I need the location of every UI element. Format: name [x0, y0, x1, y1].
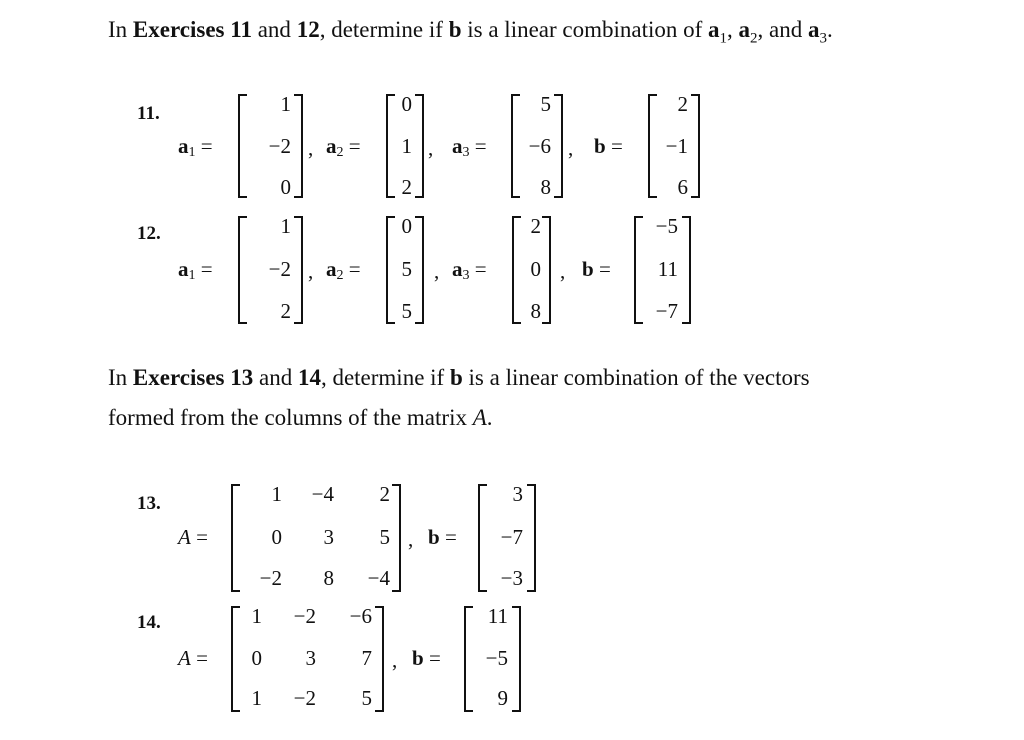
intro1-sep2: , and [757, 17, 809, 42]
exercise-number: 13. [137, 493, 161, 514]
intro1-text2: , determine if [319, 17, 449, 42]
comma: , [560, 259, 566, 283]
matrix-cell: 0 [401, 92, 412, 116]
comma: , [408, 527, 414, 551]
intro1-a1: $a_1$ [708, 17, 728, 47]
matrix-cell: 5 [401, 257, 412, 281]
matrix-cell: −2 [259, 566, 282, 590]
bracket-right [542, 216, 551, 324]
A-label: A = [178, 525, 208, 549]
matrix-cell: −2 [268, 134, 291, 158]
comma: , [308, 136, 314, 160]
bracket-right [415, 216, 424, 324]
matrix-cell: 3 [305, 646, 316, 670]
intro1-a3: $a_3$ [808, 17, 828, 47]
matrix-cell: 1 [280, 92, 291, 116]
intro1-text: In [108, 17, 133, 42]
comma: , [392, 648, 398, 672]
matrix-cell: −4 [367, 566, 390, 590]
intro2-b-vector: b [449, 365, 463, 390]
matrix-cell: 1 [251, 604, 262, 628]
bracket-right [691, 94, 700, 198]
intro2-matrix-A: A [472, 405, 487, 430]
matrix-cell: 0 [280, 175, 291, 199]
bracket-right [294, 94, 303, 198]
matrix-cell: 0 [401, 214, 412, 238]
matrix-cell: 2 [530, 214, 541, 238]
intro1-a2: $a_2$ [738, 17, 758, 47]
bracket-right [294, 216, 303, 324]
intro2-text: In [108, 365, 133, 390]
matrix-cell: 1 [251, 686, 262, 710]
intro2-text2: , determine if [320, 365, 450, 390]
matrix-cell: −3 [500, 566, 523, 590]
matrix-cell: 0 [530, 257, 541, 281]
comma: , [434, 259, 440, 283]
b-label: b = [594, 134, 623, 158]
matrix-cell: 8 [540, 175, 551, 199]
matrix-cell: 11 [487, 604, 508, 628]
matrix-cell: −7 [500, 525, 523, 549]
matrix-cell: −5 [655, 214, 678, 238]
a1-label: $a_1$ = [178, 134, 213, 160]
matrix-cell: 5 [361, 686, 372, 710]
intro2-text3: is a linear combination of the vectors [462, 365, 810, 390]
A-label: A = [178, 646, 208, 670]
matrix-cell: −4 [311, 482, 334, 506]
bracket-left [238, 94, 247, 198]
b-label: b = [582, 257, 611, 281]
matrix-cell: −2 [268, 257, 291, 281]
bracket-right [375, 606, 384, 712]
intro-paragraph-1 [108, 10, 833, 59]
intro-paragraph-2-line-1 [108, 358, 810, 398]
matrix-cell: 1 [280, 214, 291, 238]
comma: , [428, 136, 434, 160]
matrix-cell: −2 [293, 686, 316, 710]
matrix-cell: 8 [530, 299, 541, 323]
matrix-cell: −6 [349, 604, 372, 628]
matrix-cell: 1 [271, 482, 282, 506]
matrix-cell: 5 [379, 525, 390, 549]
intro2-and: and [253, 365, 298, 390]
matrix-cell: 7 [361, 646, 372, 670]
matrix-cell: 0 [271, 525, 282, 549]
a2-label: $a_2$ = [326, 134, 361, 160]
intro1-end: . [827, 17, 833, 42]
intro1-sep1: , [727, 17, 739, 42]
matrix-cell: −2 [293, 604, 316, 628]
bracket-left [238, 216, 247, 324]
matrix-cell: 11 [657, 257, 678, 281]
matrix-cell: 2 [677, 92, 688, 116]
intro1-and: and [251, 17, 297, 42]
matrix-cell: 2 [401, 175, 412, 199]
comma: , [308, 259, 314, 283]
intro1-b-vector: b [448, 17, 462, 42]
matrix-cell: −7 [655, 299, 678, 323]
matrix-cell: −5 [485, 646, 508, 670]
intro1-bold-ex: Exercises 11 [132, 17, 252, 42]
matrix-cell: −6 [528, 134, 551, 158]
matrix-cell: 9 [497, 686, 508, 710]
matrix-cell: −1 [665, 134, 688, 158]
bracket-right [682, 216, 691, 324]
a3-label: $a_3$ = [452, 134, 487, 160]
b-label: b = [412, 646, 441, 670]
intro-paragraph-2-line-2 [108, 398, 493, 438]
bracket-right [415, 94, 424, 198]
bracket-right [392, 484, 401, 592]
matrix-cell: 2 [280, 299, 291, 323]
matrix-cell: 0 [251, 646, 262, 670]
exercise-number: 14. [137, 612, 161, 633]
matrix-cell: 6 [677, 175, 688, 199]
exercise-number: 11. [137, 103, 160, 124]
a2-label: $a_2$ = [326, 257, 361, 283]
intro2-line2: formed from the columns of the matrix [108, 405, 473, 430]
intro1-bold-ex2: 12 [296, 17, 320, 42]
bracket-right [512, 606, 521, 712]
intro2-bold-ex: Exercises 13 [132, 365, 254, 390]
matrix-cell: 5 [401, 299, 412, 323]
comma: , [568, 136, 574, 160]
a3-label: $a_3$ = [452, 257, 487, 283]
matrix-cell: 8 [323, 566, 334, 590]
a1-label: $a_1$ = [178, 257, 213, 283]
matrix-cell: 2 [379, 482, 390, 506]
bracket-right [554, 94, 563, 198]
matrix-cell: 3 [323, 525, 334, 549]
b-label: b = [428, 525, 457, 549]
bracket-right [527, 484, 536, 592]
matrix-cell: 5 [540, 92, 551, 116]
intro1-text3: is a linear combination of [461, 17, 709, 42]
exercise-number: 12. [137, 223, 161, 244]
matrix-cell: 3 [512, 482, 523, 506]
matrix-cell: 1 [401, 134, 412, 158]
intro2-bold-ex2: 14 [297, 365, 321, 390]
intro2-end: . [486, 405, 493, 430]
